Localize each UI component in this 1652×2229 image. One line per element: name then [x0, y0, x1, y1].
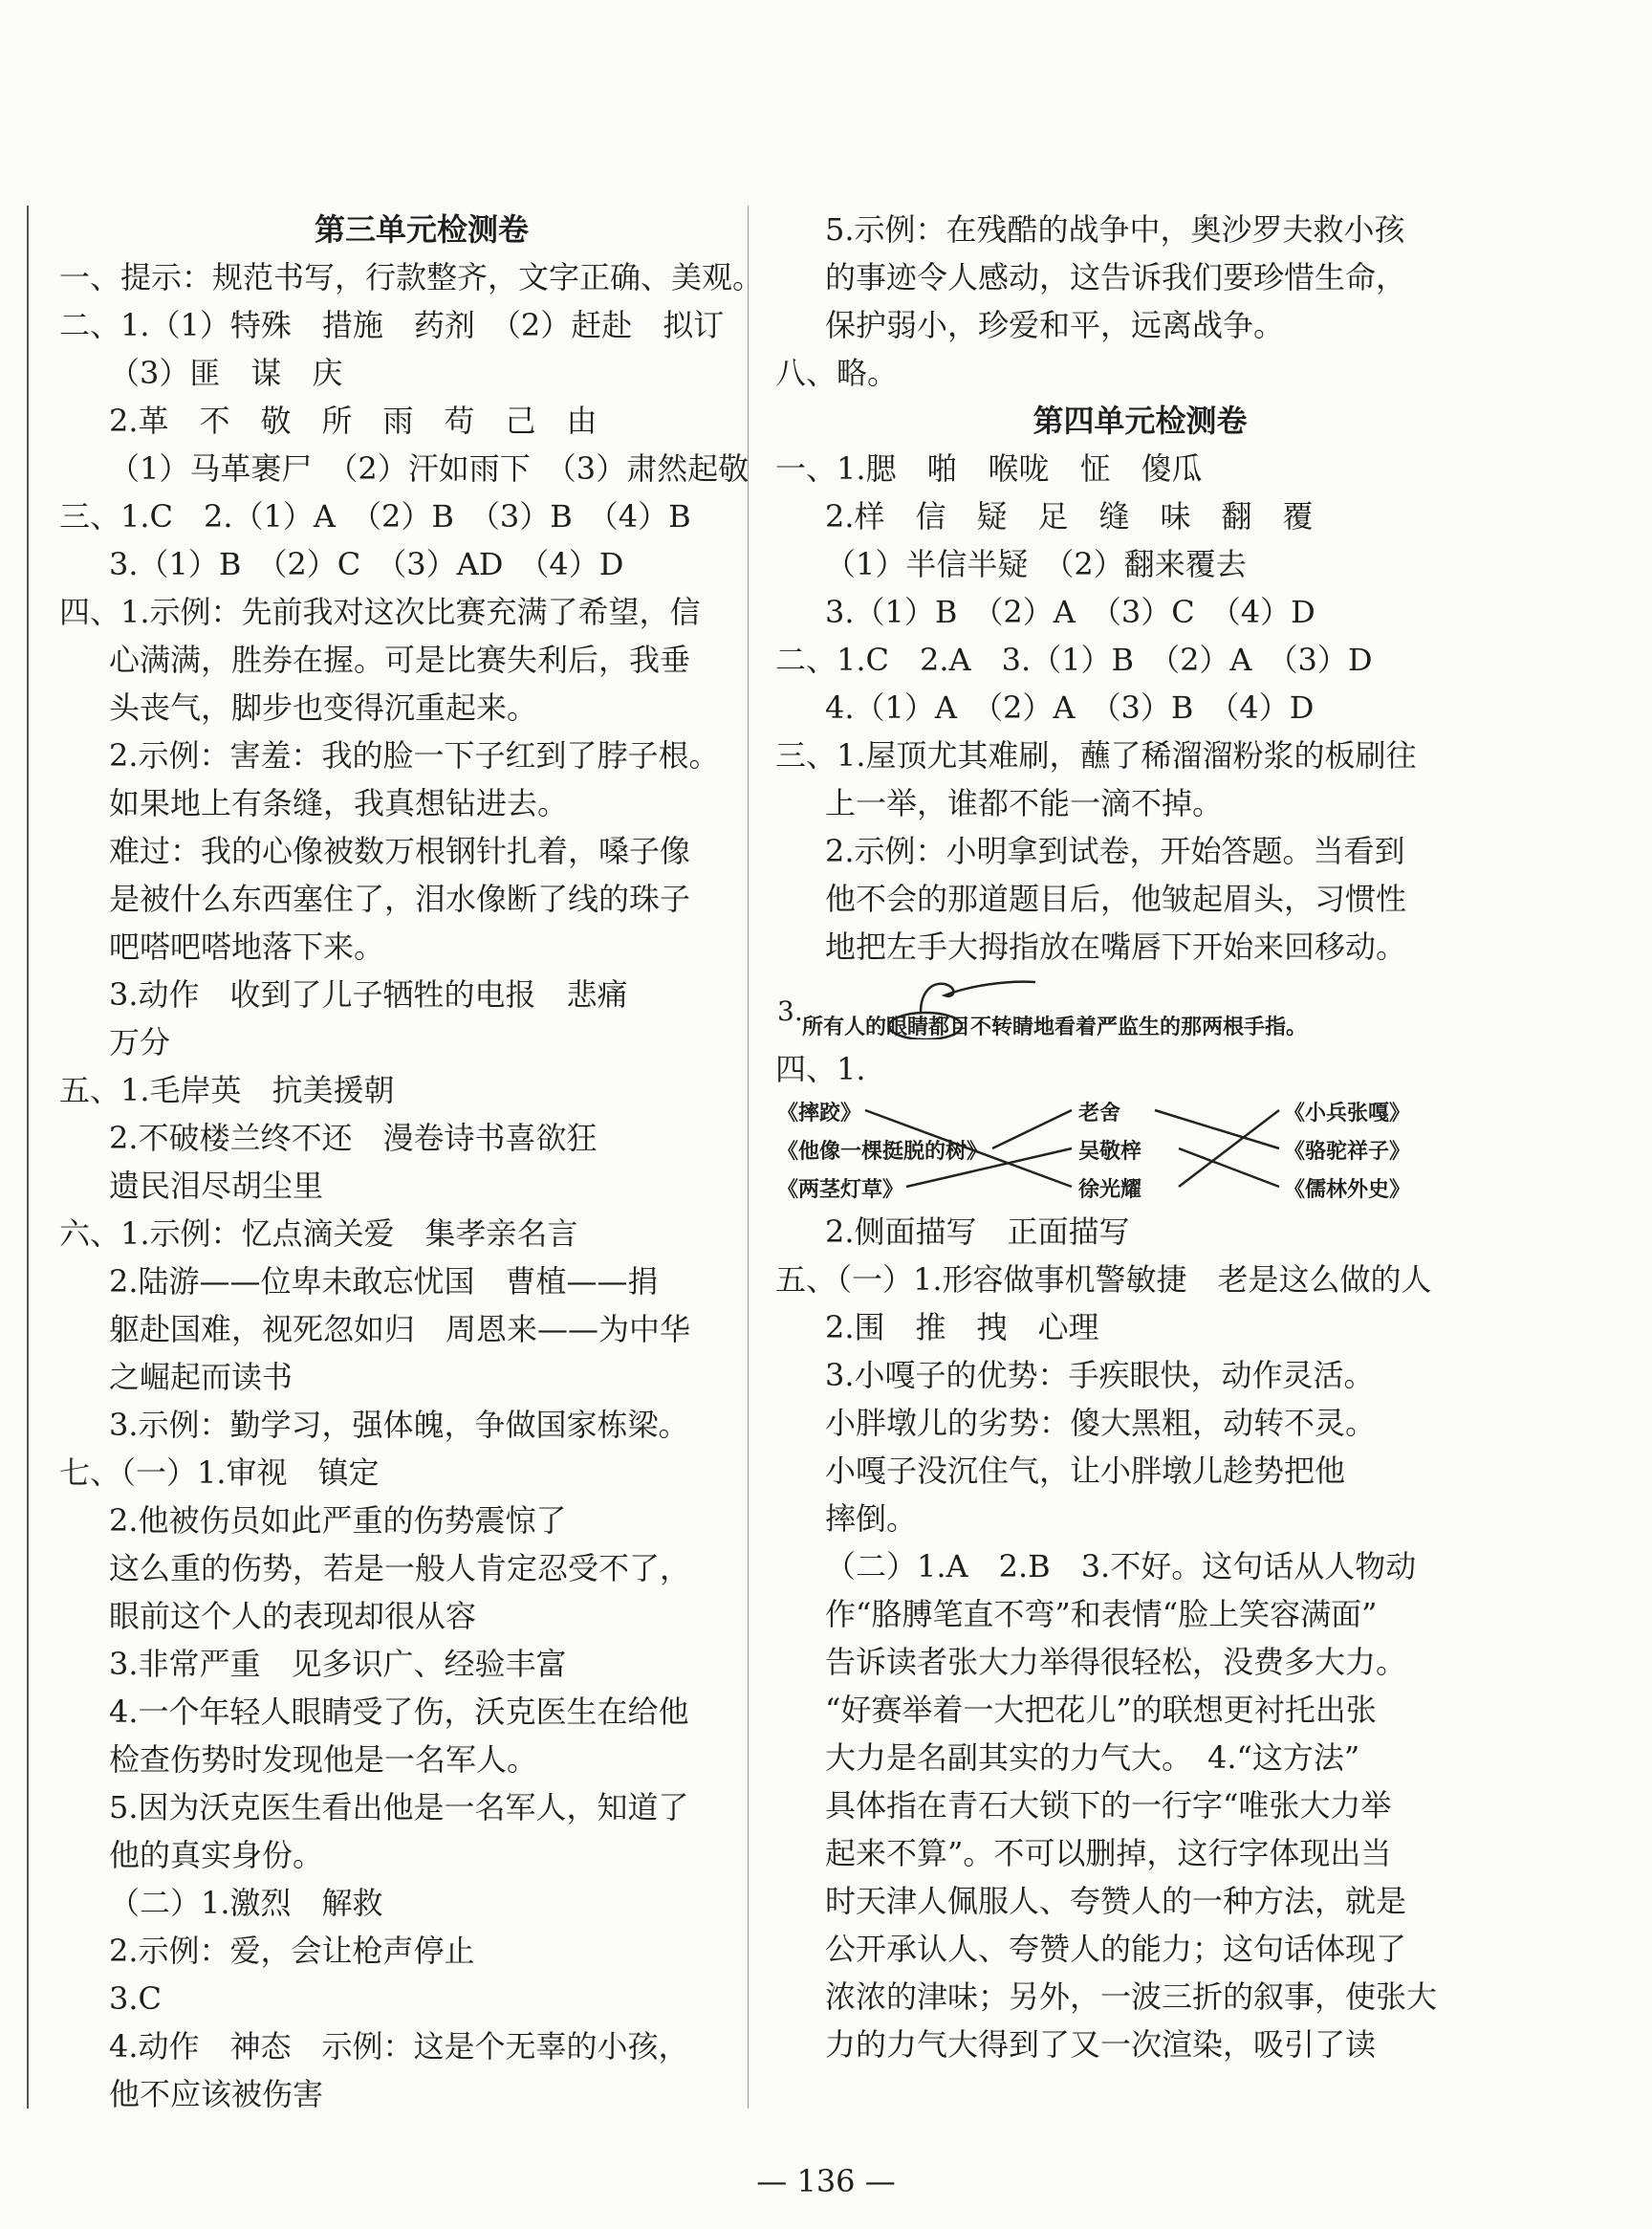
- right-mid-line: 2.示例：小明拿到试卷，开始答题。当看到: [825, 833, 1405, 869]
- left-line: （1）马革裹尸 （2）汗如雨下 （3）肃然起敬: [109, 450, 750, 487]
- right-bottom-line: 小嘎子没沉住气，让小胖墩儿趁势把他: [825, 1453, 1346, 1489]
- right-bottom-line: 力的力气大得到了又一次渲染，吸引了读: [825, 2026, 1377, 2063]
- left-line: 2.不破楼兰终不还 漫卷诗书喜欲狂: [109, 1120, 598, 1156]
- connector-mid0-right1: [1155, 1110, 1279, 1148]
- right-mid-line: 3.（1）B （2）A （3）C （4）D: [825, 594, 1315, 630]
- left-line: 是被什么东西塞住了，泪水像断了线的珠子: [109, 881, 691, 917]
- right-top-line: 保护弱小，珍爱和平，远离战争。: [825, 307, 1285, 343]
- section-heading-unit3: 第三单元检测卷: [314, 211, 529, 248]
- left-line: 3.非常严重 见多识广、经验丰富: [109, 1646, 567, 1682]
- left-line: （二）1.激烈 解救: [109, 1885, 383, 1921]
- right-mid-line: （1）半信半疑 （2）翻来覆去: [825, 546, 1247, 582]
- right-bottom-line: 公开承认人、夸赞人的能力；这句话体现了: [825, 1931, 1407, 1967]
- right-bottom-line: 具体指在青石大锁下的一行字“唯张大力举: [825, 1787, 1392, 1824]
- diagram-sentence: 所有人的眼睛都目不转睛地看着严监生的那两根手指。: [802, 1015, 1308, 1039]
- left-line: 检查伤势时发现他是一名军人。: [109, 1741, 538, 1778]
- match-middle-2: 徐光耀: [1078, 1177, 1142, 1202]
- right-bottom-line: 3.小嘎子的优势：手疾眼快，动作灵活。: [825, 1357, 1375, 1393]
- left-line: 5.因为沃克医生看出他是一名军人，知道了: [109, 1789, 689, 1825]
- right-mid-lines: [775, 445, 1455, 971]
- connector-left1-mid0: [992, 1110, 1072, 1148]
- right-mid-line: 上一举，谁都不能一滴不掉。: [825, 785, 1224, 821]
- right-bottom-line: 告诉读者张大力举得很轻松，没费多大力。: [825, 1644, 1407, 1680]
- left-line: 2.革 不 敬 所 雨 苟 己 由: [109, 403, 598, 439]
- left-line: 3.（1）B （2）C （3）AD （4）D: [109, 546, 624, 582]
- left-line: 遗民泪尽胡尘里: [109, 1168, 324, 1204]
- left-line: 心满满，胜券在握。可是比赛失利后，我垂: [109, 642, 691, 678]
- left-line: 如果地上有条缝，我真想钻进去。: [109, 785, 569, 821]
- left-line: 万分: [109, 1024, 171, 1060]
- match-left-0: 《摔跤》: [777, 1101, 862, 1125]
- left-line: 一、提示：规范书写，行款整齐，文字正确、美观。: [59, 259, 764, 295]
- right-bottom-line: 大力是名副其实的力气大。 4.“这方法”: [825, 1739, 1360, 1776]
- match-right-0: 《小兵张嘎》: [1284, 1101, 1411, 1125]
- left-line: 3.动作 收到了儿子牺牲的电报 悲痛: [109, 976, 628, 1013]
- left-line: 眼前这个人的表现却很从容: [109, 1598, 477, 1634]
- match-right-1: 《骆驼祥子》: [1284, 1139, 1411, 1164]
- left-line: 之崛起而读书: [109, 1359, 293, 1395]
- left-line: 3.示例：勤学习，强体魄，争做国家栋梁。: [109, 1407, 689, 1443]
- sentence-diagram: [777, 971, 1455, 1039]
- diagram-number: 3.: [777, 995, 803, 1027]
- left-line: 这么重的伤势，若是一般人肯定忍受不了，: [109, 1550, 691, 1586]
- right-mid-line: 他不会的那道题目后，他皱起眉头，习惯性: [825, 881, 1407, 917]
- left-line: 四、1.示例：先前我对这次比赛充满了希望，信: [59, 594, 701, 630]
- left-line: 难过：我的心像被数万根钢针扎着，嗓子像: [109, 833, 691, 869]
- right-bottom-line: 小胖墩儿的劣势：傻大黑粗，动转不灵。: [825, 1405, 1377, 1441]
- right-bottom-line: （二）1.A 2.B 3.不好。这句话从人物动: [825, 1548, 1417, 1584]
- right-bottom-line: 五、（一）1.形容做事机警敏捷 老是这么做的人: [775, 1261, 1432, 1298]
- right-bottom-line: 2.围 推 拽 心理: [825, 1309, 1099, 1345]
- left-line: 3.C: [109, 1980, 163, 2017]
- left-line: 躯赴国难，视死忽如归 周恩来——为中华: [109, 1311, 691, 1347]
- left-line: 2.示例：害羞：我的脸一下子红到了脖子根。: [109, 737, 720, 774]
- annotation-curve: [921, 982, 1035, 1013]
- left-line: 六、1.示例：忆点滴关爱 集孝亲名言: [59, 1215, 578, 1252]
- left-line: 头丧气，脚步也变得沉重起来。: [109, 689, 538, 726]
- left-line: 七、（一）1.审视 镇定: [59, 1454, 380, 1491]
- right-bottom-line: “好赛举着一大把花儿”的联想更衬托出张: [825, 1692, 1377, 1728]
- right-bottom-line: 2.侧面描写 正面描写: [825, 1213, 1130, 1250]
- matching-diagram: [777, 1093, 1466, 1208]
- left-line: 五、1.毛岸英 抗美援朝: [59, 1072, 395, 1108]
- right-bottom-line: 起来不算”。不可以删掉，这行字体现出当: [825, 1835, 1392, 1871]
- left-line: （3）匪 谋 庆: [109, 355, 343, 391]
- right-mid-line: 一、1.腮 啪 喉咙 怔 傻瓜: [775, 450, 1203, 487]
- page-number: — 136 —: [756, 2163, 896, 2199]
- right-top-line: 5.示例：在残酷的战争中，奥沙罗夫救小孩: [825, 211, 1405, 248]
- left-line: 4.一个年轻人眼睛受了伤，沃克医生在给他: [109, 1694, 689, 1730]
- match-middle-1: 吴敬梓: [1078, 1139, 1142, 1164]
- right-mid-line: 4.（1）A （2）A （3）B （4）D: [825, 689, 1315, 726]
- left-line: 2.他被伤员如此严重的伤势震惊了: [109, 1502, 567, 1539]
- right-mid-line: 三、1.屋顶尤其难刷，蘸了稀溜溜粉浆的板刷往: [775, 737, 1417, 774]
- match-right-2: 《儒林外史》: [1284, 1177, 1411, 1202]
- left-column: [27, 206, 764, 2112]
- right-mid-line: 二、1.C 2.A 3.（1）B （2）A （3）D: [775, 642, 1373, 678]
- right-mid-line: 2.样 信 疑 足 缝 味 翻 覆: [825, 498, 1314, 535]
- left-line: 4.动作 神态 示例：这是个无辜的小孩，: [109, 2028, 689, 2065]
- connector-mid1-right2: [1179, 1148, 1279, 1187]
- match-left-2: 《两茎灯草》: [777, 1177, 904, 1202]
- right-bottom-line: 作“胳膊笔直不弯”和表情“脸上笑容满面”: [825, 1596, 1378, 1632]
- q4-label: 四、1.: [775, 1051, 866, 1087]
- left-line: 二、1.（1）特殊 措施 药剂 （2）赶赴 拟订: [59, 307, 725, 343]
- section-heading-unit4: 第四单元检测卷: [1032, 403, 1248, 439]
- right-bottom-line: 浓浓的津味；另外，一波三折的叙事，使张大: [825, 1978, 1438, 2015]
- right-bottom-line: 摔倒。: [825, 1500, 918, 1537]
- right-column: [748, 206, 1455, 2109]
- left-line: 2.示例：爱，会让枪声停止: [109, 1933, 475, 1969]
- right-top-line: 的事迹令人感动，这告诉我们要珍惜生命，: [825, 259, 1407, 295]
- right-bottom-line: 时天津人佩服人、夸赞人的一种方法，就是: [825, 1883, 1407, 1919]
- match-left-1: 《他像一棵挺脱的树》: [777, 1139, 989, 1164]
- right-mid-line: 地把左手大拇指放在嘴唇下开始来回移动。: [825, 929, 1407, 965]
- left-line: 他不应该被伤害: [109, 2076, 324, 2112]
- right-top-lines: [775, 206, 1455, 397]
- match-middle-0: 老舍: [1078, 1101, 1121, 1125]
- left-line: 2.陆游——位卑未敢忘忧国 曹植——捐: [109, 1263, 659, 1300]
- left-line: 吧嗒吧嗒地落下来。: [109, 929, 385, 965]
- left-line: 三、1.C 2.（1）A （2）B （3）B （4）B: [59, 498, 691, 535]
- right-bottom-lines: [775, 1208, 1455, 2068]
- left-answer-lines: [59, 253, 764, 2118]
- right-top-line: 八、略。: [775, 355, 899, 391]
- left-line: 他的真实身份。: [109, 1837, 324, 1873]
